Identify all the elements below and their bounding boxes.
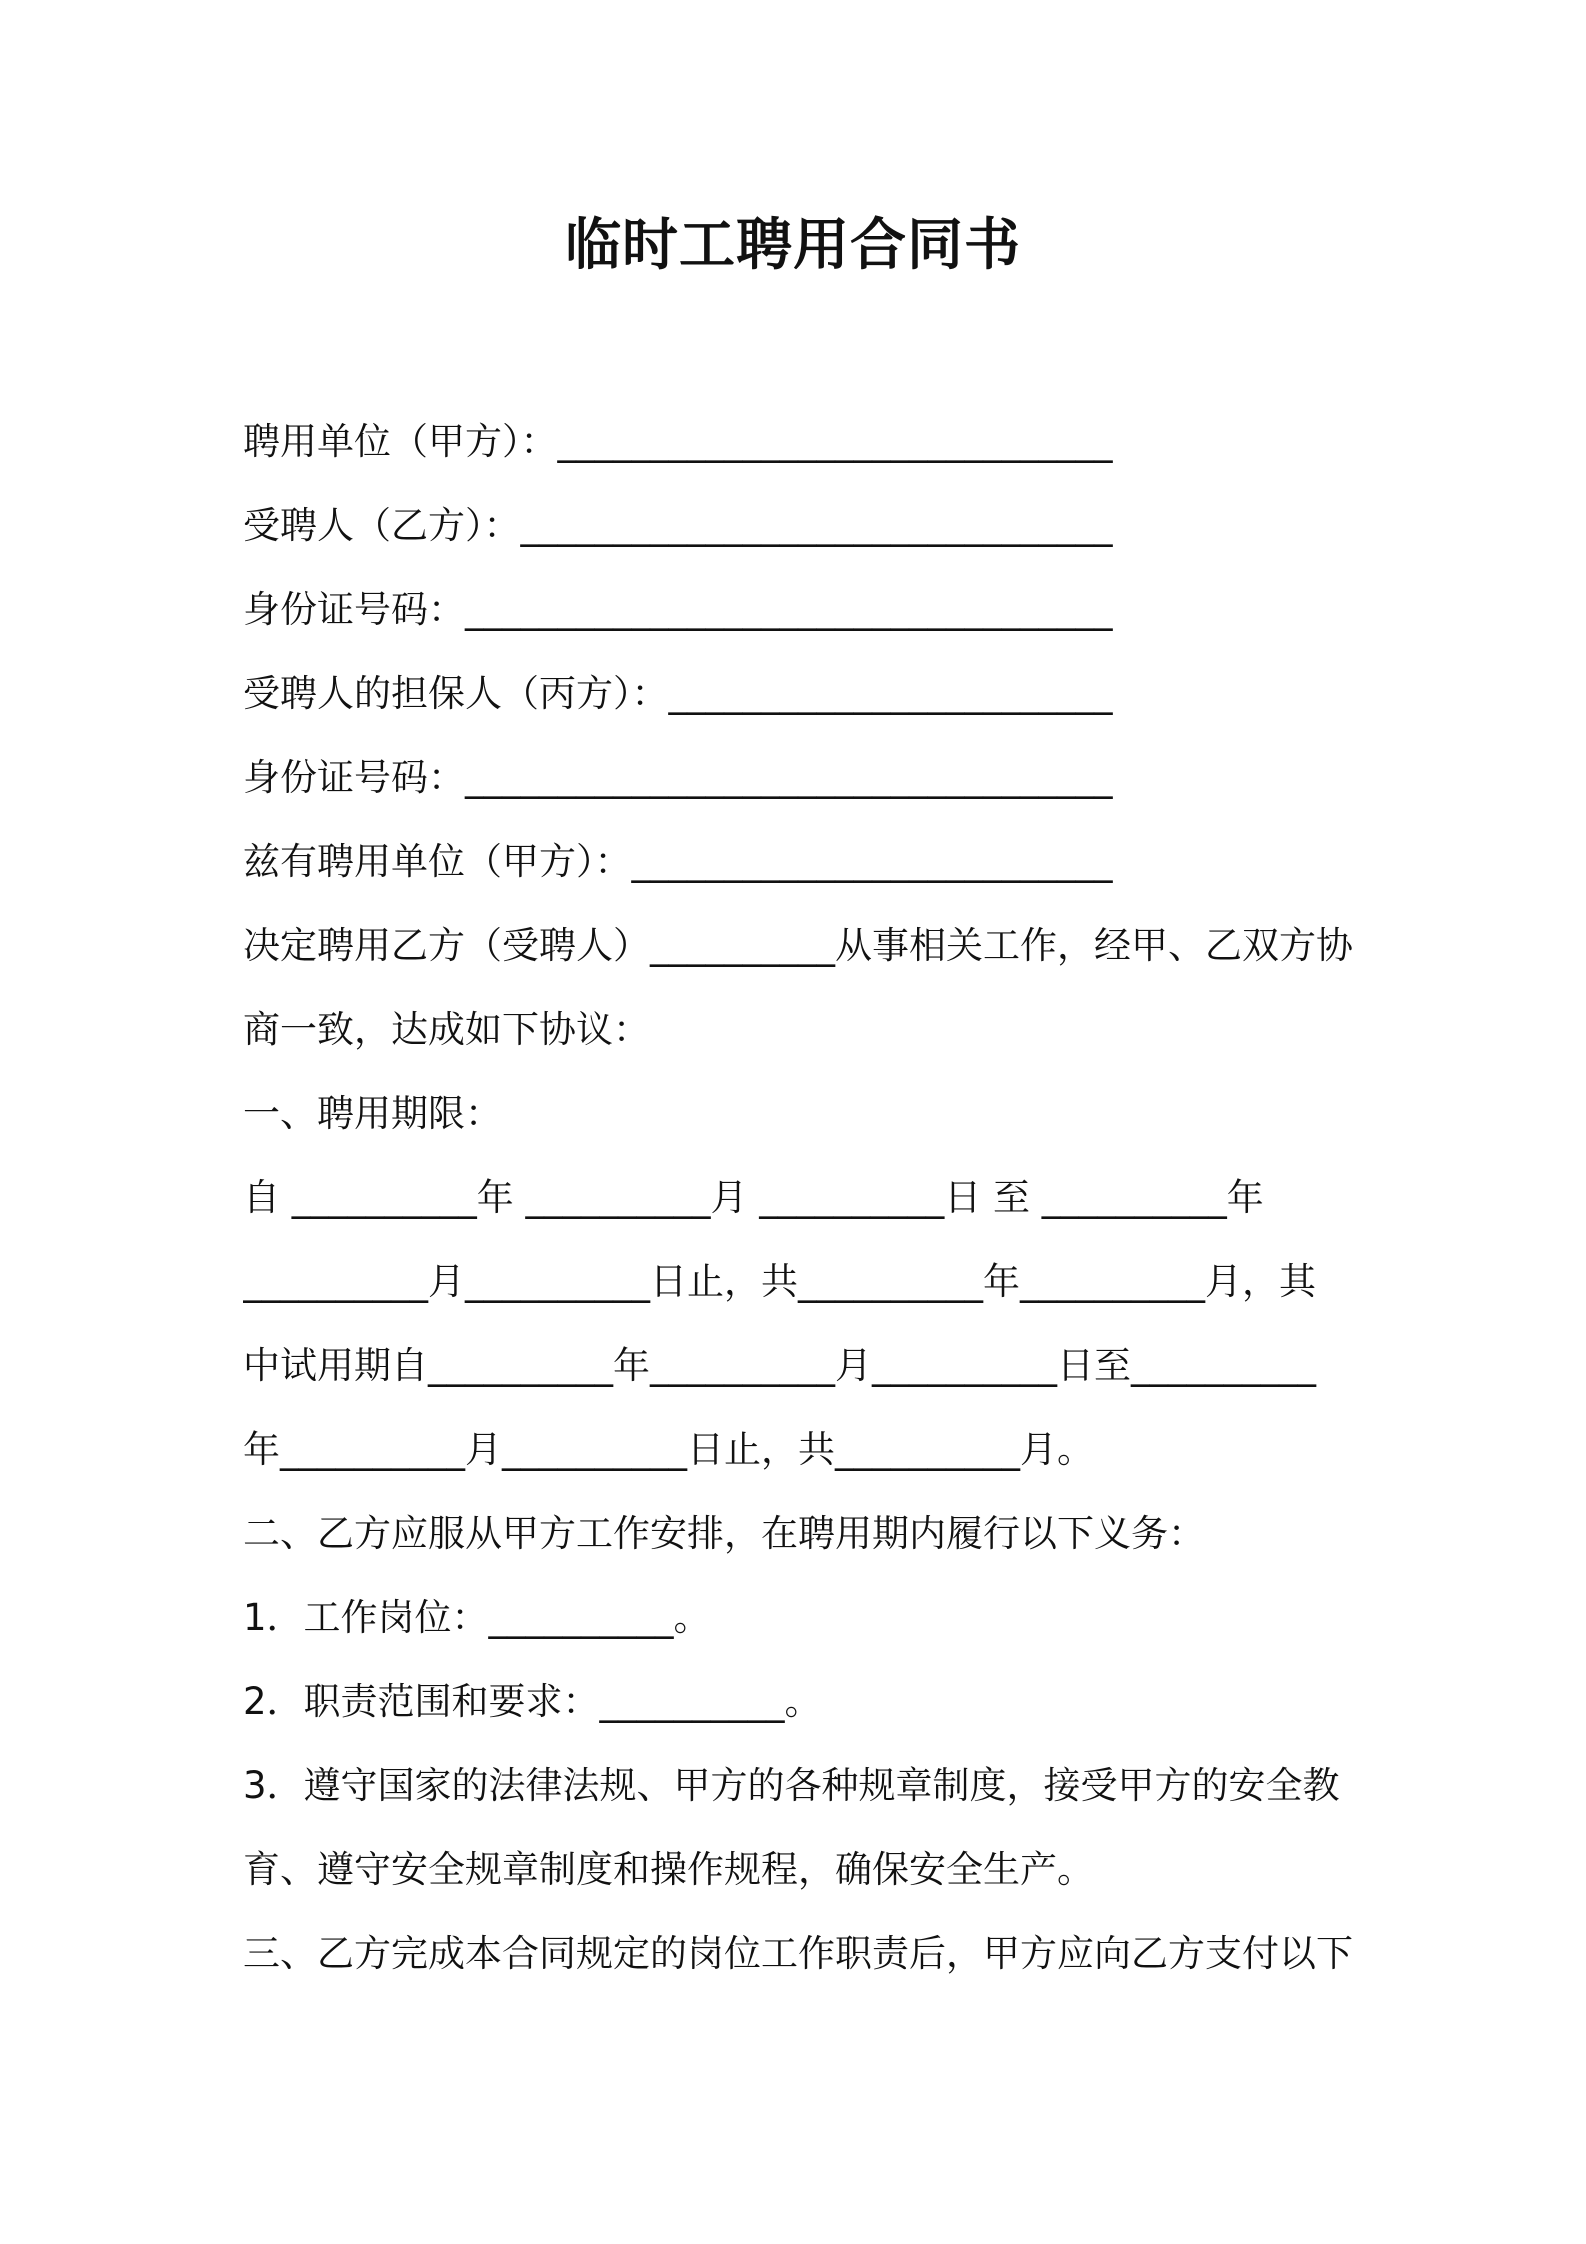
field-employer-statement: 兹有聘用单位（甲方）：__________________________ xyxy=(243,840,1113,883)
paragraph-line: __________月__________日止，共__________年__________月，其 xyxy=(243,1260,1316,1303)
field-employee-id-number: 身份证号码：___________________________________ xyxy=(243,588,1113,631)
field-guarantor-id-number: 身份证号码：___________________________________ xyxy=(243,756,1113,799)
paragraph-line: 中试用期自__________年__________月__________日至__________ xyxy=(243,1344,1316,1387)
list-item: 2．职责范围和要求：__________。 xyxy=(243,1680,822,1723)
paragraph-line: 决定聘用乙方（受聘人）__________从事相关工作，经甲、乙双方协 xyxy=(243,924,1353,967)
list-item: 1．工作岗位：__________。 xyxy=(243,1596,711,1639)
section-heading-obligations: 二、乙方应服从甲方工作安排，在聘用期内履行以下义务： xyxy=(243,1512,1205,1555)
paragraph-line: 商一致，达成如下协议： xyxy=(243,1008,650,1051)
field-employee: 受聘人（乙方）：________________________________ xyxy=(243,504,1113,547)
field-guarantor: 受聘人的担保人（丙方）：________________________ xyxy=(243,672,1113,715)
field-employer: 聘用单位（甲方）：______________________________ xyxy=(243,420,1113,463)
paragraph-line: 年__________月__________日止，共__________月。 xyxy=(243,1428,1094,1471)
paragraph-line: 自 __________年 __________月 __________日 至 __________年 xyxy=(243,1176,1264,1219)
document-title: 临时工聘用合同书 xyxy=(565,213,1021,278)
section-heading-payment: 三、乙方完成本合同规定的岗位工作职责后，甲方应向乙方支付以下 xyxy=(243,1932,1353,1975)
section-heading-term: 一、聘用期限： xyxy=(243,1092,502,1135)
paragraph-line: 育、遵守安全规章制度和操作规程，确保安全生产。 xyxy=(243,1848,1094,1891)
document-body xyxy=(243,400,1353,1996)
list-item: 3．遵守国家的法律法规、甲方的各种规章制度，接受甲方的安全教 xyxy=(243,1764,1340,1807)
